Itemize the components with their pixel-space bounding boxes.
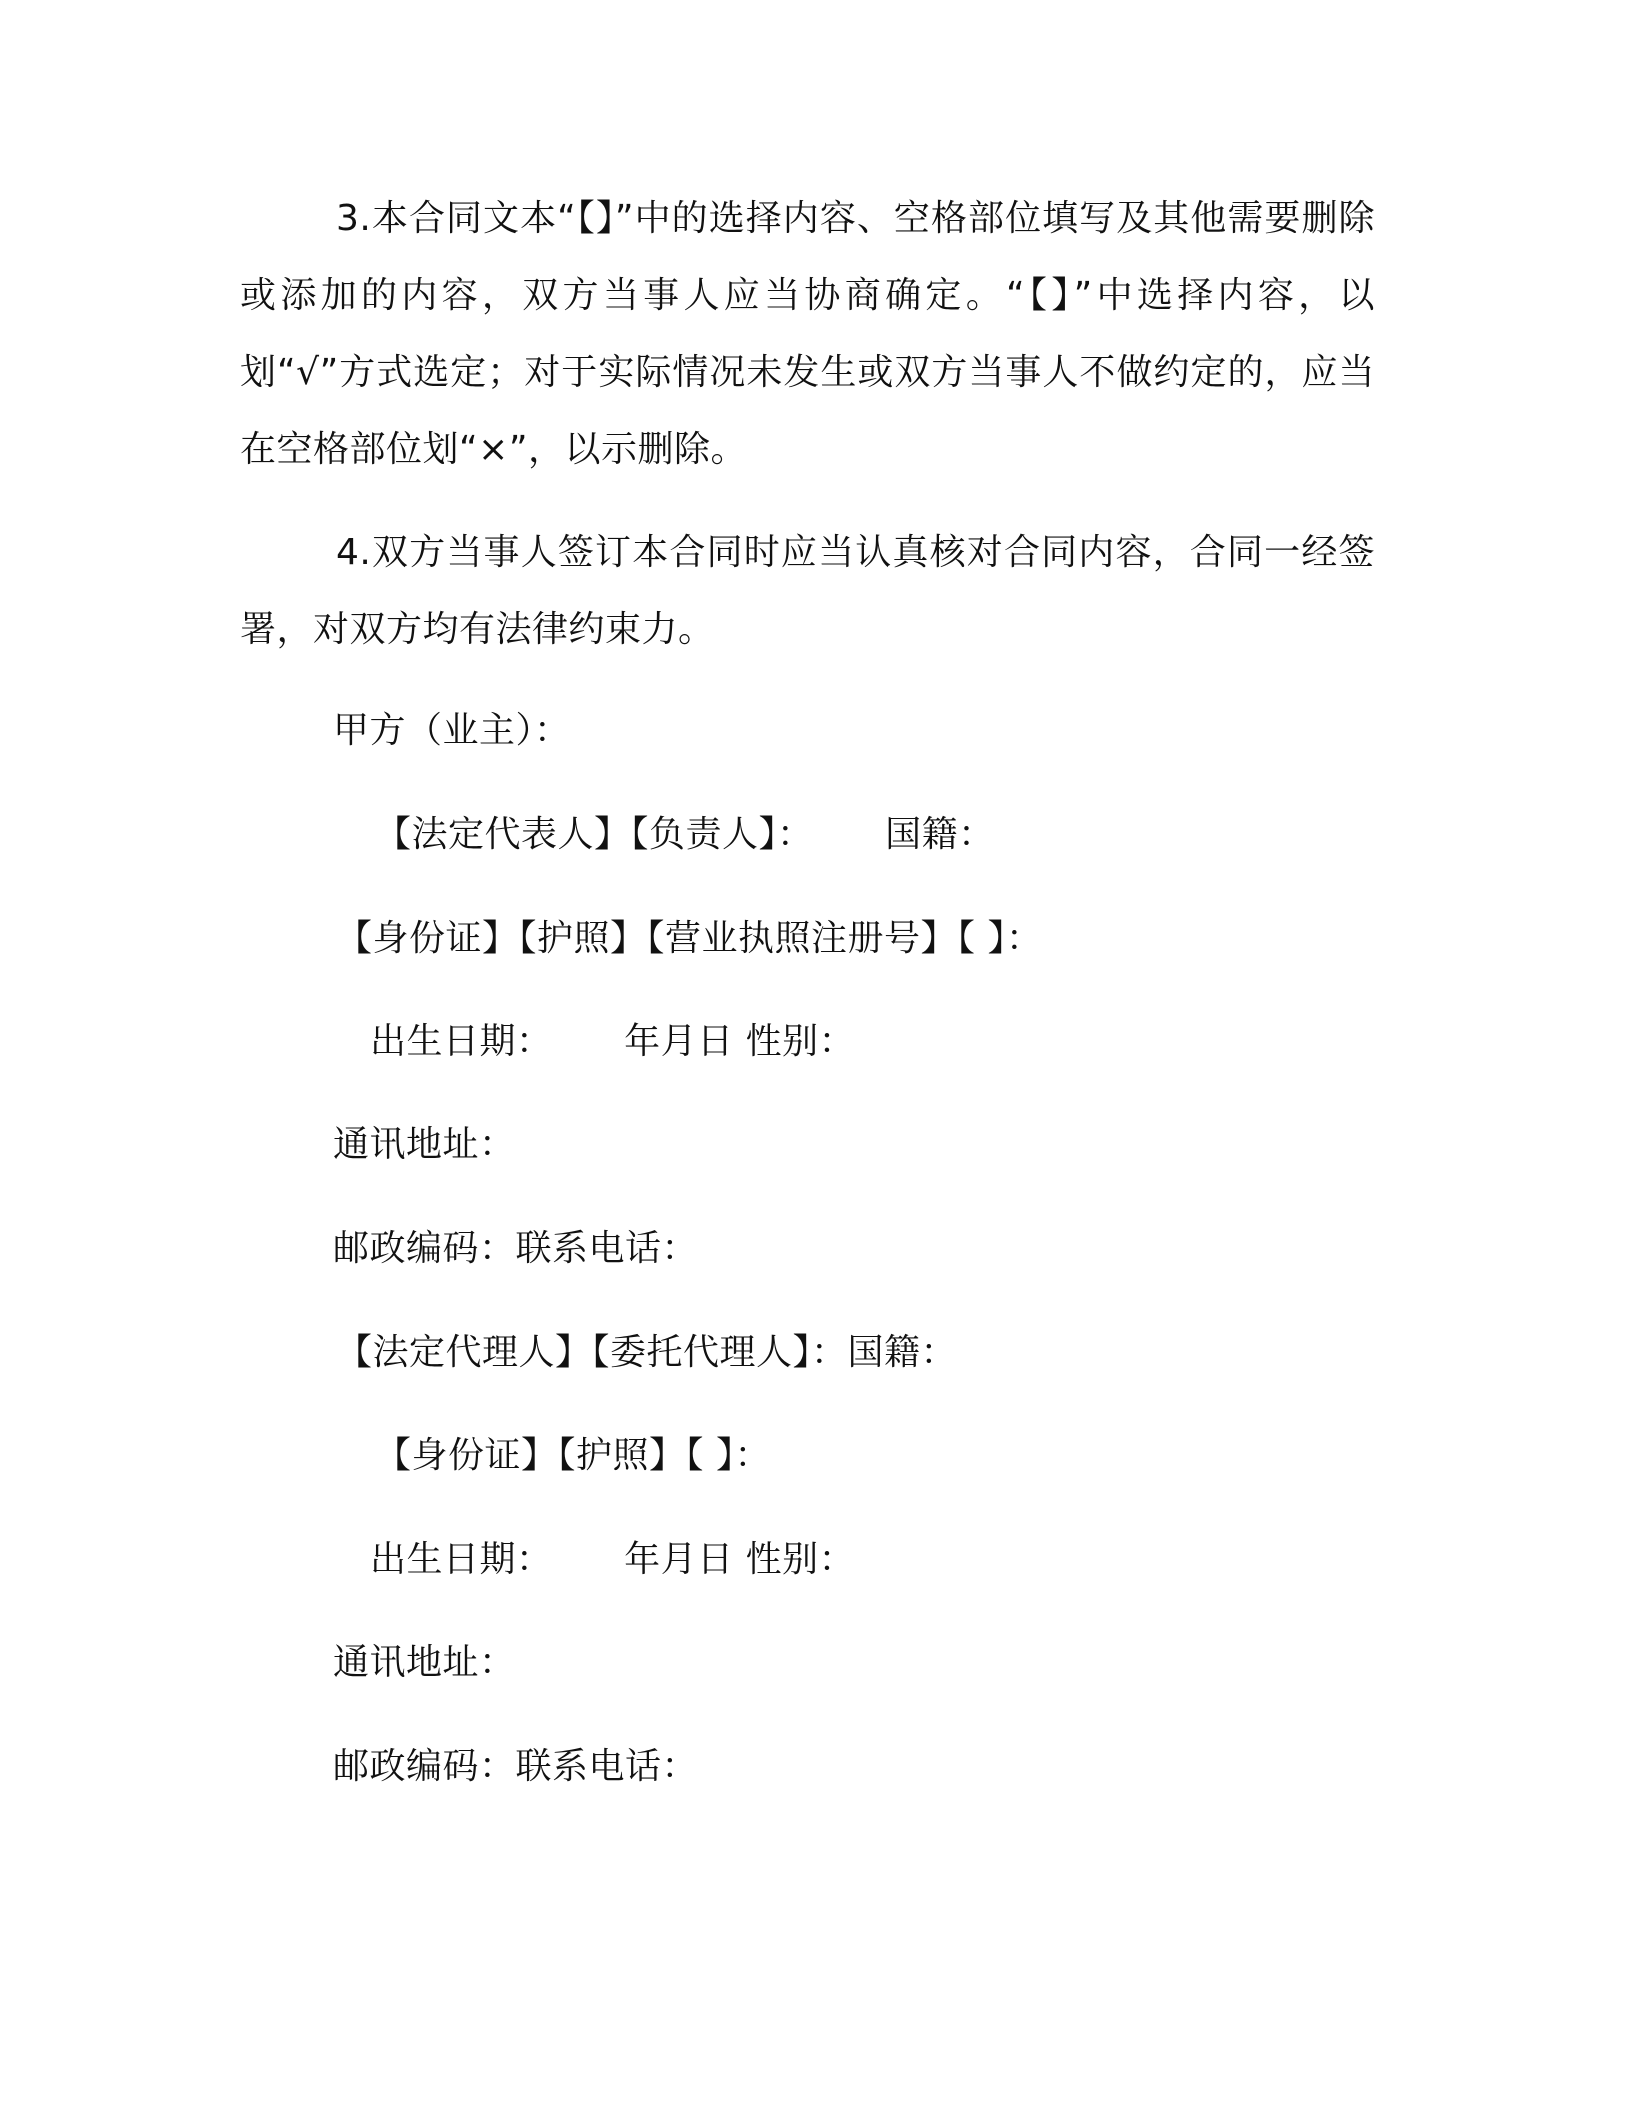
party-a-title: 甲方（业主）： [333,710,571,751]
clause-3-paragraph: 3.本合同文本“【】”中的选择内容、空格部位填写及其他需要删除或添加的内容，双方当事人应当协商确定。“【】”中选择内容，以划“√”方式选定；对于实际情况未发生或双方当事人不做约定的，应当在空格部位划“×”，以示删除。 [240,198,1375,470]
party-a-birth-line: 出生日期： 年月日 性别： [370,1021,856,1062]
clause-4-paragraph: 4.双方当事人签订本合同时应当认真核对合同内容，合同一经签署，对双方均有法律约束力。 [240,532,1375,650]
agent-birth-line: 出生日期： 年月日 性别： [370,1539,856,1580]
agent-rep-line: 【法定代理人】【委托代理人】：国籍： [336,1332,958,1373]
agent-address: 通讯地址： [333,1642,516,1683]
agent-postal-phone: 邮政编码：联系电话： [333,1746,699,1787]
agent-id-line: 【身份证】【护照】【 】： [375,1435,771,1476]
party-a-rep-line: 【法定代表人】【负责人】： 国籍： [375,814,995,855]
party-a-postal-phone: 邮政编码：联系电话： [333,1228,699,1269]
party-a-id-line: 【身份证】【护照】【营业执照注册号】【 】： [336,918,1043,959]
party-a-address: 通讯地址： [333,1124,516,1165]
